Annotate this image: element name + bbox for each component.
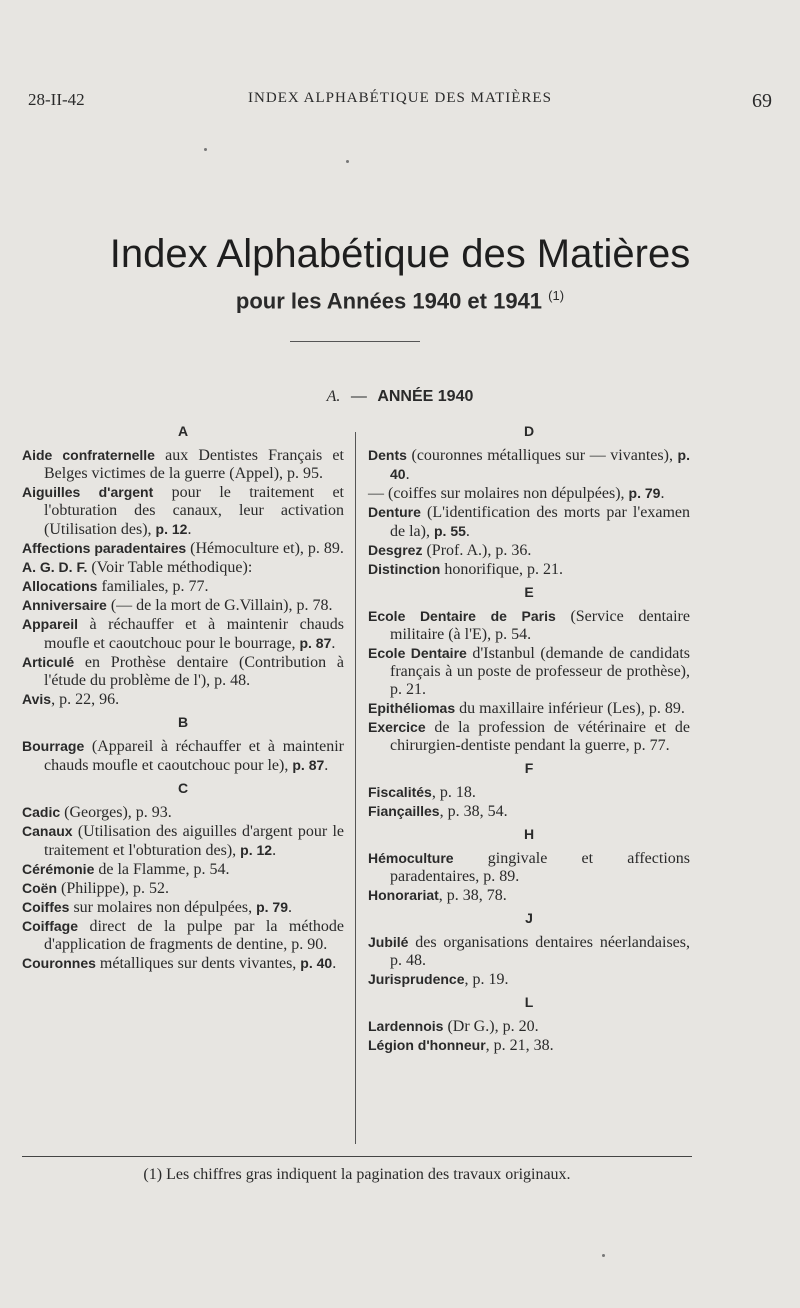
entry-term: Epithéliomas (368, 700, 456, 716)
entry-page-bold: p. 79 (628, 485, 661, 501)
entry-text: , p. 38, 54. (439, 803, 508, 820)
entry-term: Articulé (22, 654, 75, 670)
index-entry (22, 539, 344, 558)
entry-text: sur molaires non dépulpées, (69, 899, 257, 916)
index-entry (22, 653, 344, 690)
entry-term: Avis (22, 691, 52, 707)
entry-term: Jubilé (368, 934, 409, 950)
entry-term: Cérémonie (22, 861, 95, 877)
entry-term: Légion d'honneur (368, 1037, 486, 1053)
entry-text: (Voir Table méthodique): (87, 559, 253, 576)
index-entry (22, 596, 344, 615)
index-entry (368, 503, 690, 541)
entry-text: , p. 19. (464, 971, 509, 988)
index-entry (368, 783, 690, 802)
column-divider (355, 432, 356, 1144)
paper-speck (602, 1254, 605, 1257)
entry-term: Appareil (22, 616, 79, 632)
running-title: INDEX ALPHABÉTIQUE DES MATIÈRES (248, 90, 552, 106)
page-number: 69 (752, 90, 772, 112)
section-letter: H (523, 826, 535, 842)
entry-page-bold: p. 12 (155, 521, 188, 537)
index-entry (22, 446, 344, 483)
entry-term: Fiscalités (368, 784, 432, 800)
index-entry (368, 718, 690, 755)
index-entry (22, 954, 344, 973)
entry-term: Coiffes (22, 899, 70, 915)
entry-term: Fiançailles (368, 803, 440, 819)
index-entry (368, 1036, 690, 1055)
entry-text: (Philippe), p. 52. (57, 880, 169, 897)
year-dash: — (350, 388, 367, 405)
index-entry (368, 644, 690, 699)
year-section-letter: A. (326, 388, 341, 405)
entry-text: en Prothèse dentaire (Contribution à l'étude du problème de l'), p. 48. (44, 654, 344, 689)
index-entry (368, 560, 690, 579)
footnote-reference: (1) (548, 288, 565, 303)
entry-text-end: . (324, 757, 329, 774)
entry-term: Honorariat (368, 887, 439, 903)
subtitle-text: pour les Années 1940 et 1941 (235, 288, 543, 314)
index-entry (368, 886, 690, 905)
entry-text: (Utilisation des aiguilles d'argent pour le traitement et l'obturation des), (44, 823, 344, 859)
entry-text-end: . (465, 523, 470, 540)
entry-text: (— de la mort de G.Villain), p. 78. (106, 597, 333, 614)
entry-term: Ecole Dentaire de Paris (368, 608, 556, 624)
entry-text: , p. 38, 78. (438, 887, 507, 904)
entry-text: (Appareil à réchauffer et à maintenir chauds moufle et caoutchouc pour le), (44, 738, 344, 774)
entry-text-end: . (187, 521, 192, 538)
year-heading (0, 388, 800, 406)
entry-term: Bourrage (22, 738, 85, 754)
entry-term: Cadic (22, 804, 61, 820)
index-entry (368, 607, 690, 644)
entry-page-bold: p. 79 (256, 899, 288, 915)
section-letter: A (177, 423, 189, 439)
paper-speck (204, 148, 207, 151)
index-entry (368, 1017, 690, 1036)
title-divider (290, 341, 420, 342)
entry-text: de la profession de vétérinaire et de chirurgien-dentiste pendant la guerre, p. 77. (390, 719, 690, 754)
entry-text: (Service dentaire militaire (à l'E), p. 54. (390, 608, 690, 643)
entry-term: Anniversaire (22, 597, 107, 613)
section-letter: L (524, 994, 534, 1010)
entry-page-bold: p. 87 (299, 635, 332, 651)
index-entry (22, 803, 344, 822)
entry-term: Couronnes (22, 955, 96, 971)
entry-page-bold: p. 87 (292, 757, 325, 773)
entry-text: du maxillaire inférieur (Les), p. 89. (455, 700, 685, 717)
index-entry (22, 860, 344, 879)
index-entry (368, 541, 690, 560)
index-entry (22, 615, 344, 653)
index-entry (368, 446, 690, 484)
entry-term: Dents (368, 447, 407, 463)
entry-text: familiales, p. 77. (97, 578, 209, 595)
index-entry (22, 879, 344, 898)
page-subtitle (0, 288, 800, 314)
entry-text: de la Flamme, p. 54. (94, 861, 230, 878)
entry-text: à réchauffer et à maintenir chauds moufle et caoutchouc pour le bourrage, (44, 616, 344, 652)
section-letter: J (525, 910, 533, 926)
entry-page-bold: p. 40 (390, 447, 690, 482)
index-entry (368, 802, 690, 821)
index-entry (22, 558, 344, 577)
index-entry (22, 822, 344, 860)
entry-text: , p. 21, 38. (485, 1037, 554, 1054)
page-title: Index Alphabétique des Matières (109, 232, 691, 276)
entry-page-bold: p. 12 (240, 842, 273, 858)
index-entry (368, 484, 690, 503)
entry-text-end: . (332, 955, 337, 972)
entry-text: honorifique, p. 21. (440, 561, 563, 578)
index-entry (22, 690, 344, 709)
entry-term: Coiffage (22, 918, 78, 934)
section-letter: E (524, 584, 534, 600)
entry-text: (Prof. A.), p. 36. (422, 542, 532, 559)
entry-term: Desgrez (368, 542, 423, 558)
issue-date: 28-II-42 (28, 90, 85, 109)
index-entry (22, 737, 344, 775)
entry-text: , p. 22, 96. (51, 691, 120, 708)
entry-text-end: . (660, 485, 665, 502)
index-column-right (368, 418, 690, 1055)
entry-term: A. G. D. F. (22, 559, 88, 575)
entry-term: Distinction (368, 561, 441, 577)
entry-text: (Dr G.), p. 20. (443, 1018, 539, 1035)
entry-text: direct de la pulpe par la méthode d'application de fragments de dentine, p. 90. (44, 918, 344, 953)
index-entry (368, 933, 690, 970)
entry-term: Hémoculture (368, 850, 454, 866)
index-entry (22, 917, 344, 954)
footnote-rule (22, 1156, 692, 1157)
section-letter: F (524, 760, 534, 776)
footnote: (1) Les chiffres gras indiquent la pagination des travaux originaux. (143, 1166, 571, 1183)
entry-term: Affections paradentaires (22, 540, 187, 556)
entry-term: Jurisprudence (368, 971, 465, 987)
index-entry (368, 699, 690, 718)
entry-text: métalliques sur dents vivantes, (95, 955, 301, 972)
entry-term: Lardennois (368, 1018, 444, 1034)
entry-text-end: . (272, 842, 277, 859)
entry-term: Aide confraternelle (22, 447, 155, 463)
index-entry (22, 898, 344, 917)
section-letter: C (177, 780, 189, 796)
entry-term: Denture (368, 504, 421, 520)
index-entry (368, 849, 690, 886)
entry-text: aux Dentistes Français et Belges victimes de la guerre (Appel), p. 95. (44, 447, 344, 482)
entry-term: Coën (22, 880, 57, 896)
entry-text: — (coiffes sur molaires non dépulpées), (368, 485, 629, 502)
entry-term: Aiguilles d'argent (22, 484, 154, 500)
entry-text: (Hémoculture et), p. 89. (186, 540, 344, 557)
entry-text-end: . (405, 466, 410, 483)
entry-page-bold: p. 40 (300, 955, 333, 971)
index-entry (22, 577, 344, 596)
entry-term: Exercice (368, 719, 426, 735)
entry-text: , p. 18. (431, 784, 476, 801)
entry-text-end: . (331, 635, 336, 652)
entry-text: (Georges), p. 93. (60, 804, 172, 821)
entry-text-end: . (287, 899, 292, 916)
index-entry (22, 483, 344, 539)
entry-text: gingivale et affections paradentaires, p. 89. (390, 850, 690, 885)
entry-text: (L'identification des morts par l'examen de la), (390, 504, 690, 540)
entry-text: des organisations dentaires néerlandaises, p. 48. (390, 934, 690, 969)
entry-term: Allocations (22, 578, 98, 594)
entry-text: d'Istanbul (demande de candidats français à un poste de professeur de prothèse), p. 21. (390, 645, 691, 698)
index-column-left (22, 418, 344, 973)
year-label: ANNÉE 1940 (377, 388, 474, 405)
running-header (28, 90, 772, 116)
entry-text: (couronnes métalliques sur — vivantes), (406, 447, 678, 464)
section-letter: B (177, 714, 189, 730)
section-letter: D (523, 423, 535, 439)
entry-term: Ecole Dentaire (368, 645, 467, 661)
paper-speck (346, 160, 349, 163)
index-entry (368, 970, 690, 989)
entry-text: pour le traitement et l'obturation des canaux, leur activation (Utilisation des), (44, 484, 344, 538)
entry-term: Canaux (22, 823, 73, 839)
entry-page-bold: p. 55 (433, 523, 466, 539)
